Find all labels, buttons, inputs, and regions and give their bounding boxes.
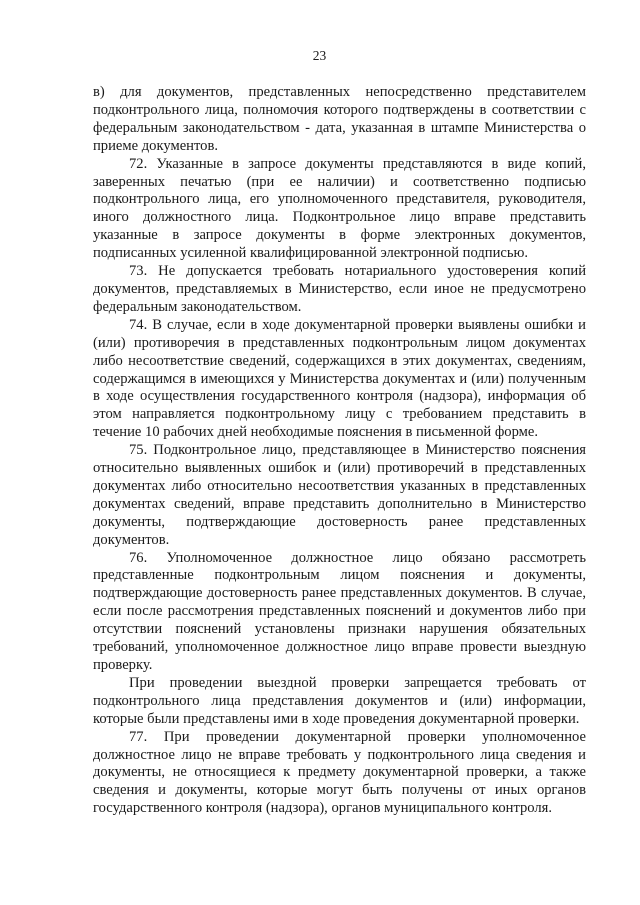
document-body xyxy=(93,84,586,818)
paragraph-76: 76. Уполномоченное должностное лицо обязано рассмотреть представленные подконтрольным лицом пояснения и документы, подтверждающие достоверность ранее представленных документов. В случае, если после рассмотрения представленных пояснений и документов либо при отсутствии пояснений установлены признаки нарушения обязательных требований, уполномоченное должностное лицо вправе провести выездную проверку. xyxy=(93,549,586,673)
paragraph-72: 72. Указанные в запросе документы представляются в виде копий, заверенных печатью (при ее наличии) и соответственно подписью подконтрольного лица, его уполномоченного представителя, руководителя, иного должностного лица. Подконтрольное лицо вправе представить указанные в запросе документы в форме электронных документов, подписанных усиленной квалифицированной электронной подписью. xyxy=(93,155,586,262)
paragraph-77: 77. При проведении документарной проверки уполномоченное должностное лицо не вправе требовать у подконтрольного лица сведения и документы, не относящиеся к предмету документарной проверки, а также сведения и документы, которые могут быть получены от иных органов государственного контроля (надзора), органов муниципального контроля. xyxy=(93,728,586,817)
paragraph-71v-continuation: в) для документов, представленных непосредственно представителем подконтрольного лица, полномочия которого подтверждены в соответствии с федеральным законодательством - дата, указанная в штампе Министерства о приеме документов. xyxy=(93,84,586,154)
paragraph-73: 73. Не допускается требовать нотариального удостоверения копий документов, представляемых в Министерство, если иное не предусмотрено федеральным законодательством. xyxy=(93,263,586,315)
paragraph-75: 75. Подконтрольное лицо, представляющее в Министерство пояснения относительно выявленных ошибок и (или) противоречий в представленных документах либо относительно несоответствия указанных в представленных документах сведений, вправе представить дополнительно в Министерство документы, подтверждающие достоверность ранее представленных документов. xyxy=(93,442,586,548)
page-number: 23 xyxy=(312,48,327,63)
paragraph-74: 74. В случае, если в ходе документарной проверки выявлены ошибки и (или) противоречия в представленных подконтрольным лицом документах либо несоответствие сведений, содержащихся в этих документах, сведениям, содержащимся в имеющихся у Министерства документах и (или) полученным в ходе осуществления государственного контроля (надзора), информация об этом направляется подконтрольному лицу с требованием представить в течение 10 рабочих дней необходимые пояснения в письменной форме. xyxy=(93,316,586,441)
paragraph-76-continuation: При проведении выездной проверки запрещается требовать от подконтрольного лица представления документов и (или) информации, которые были представлены ими в ходе проведения документарной проверки. xyxy=(93,674,586,727)
